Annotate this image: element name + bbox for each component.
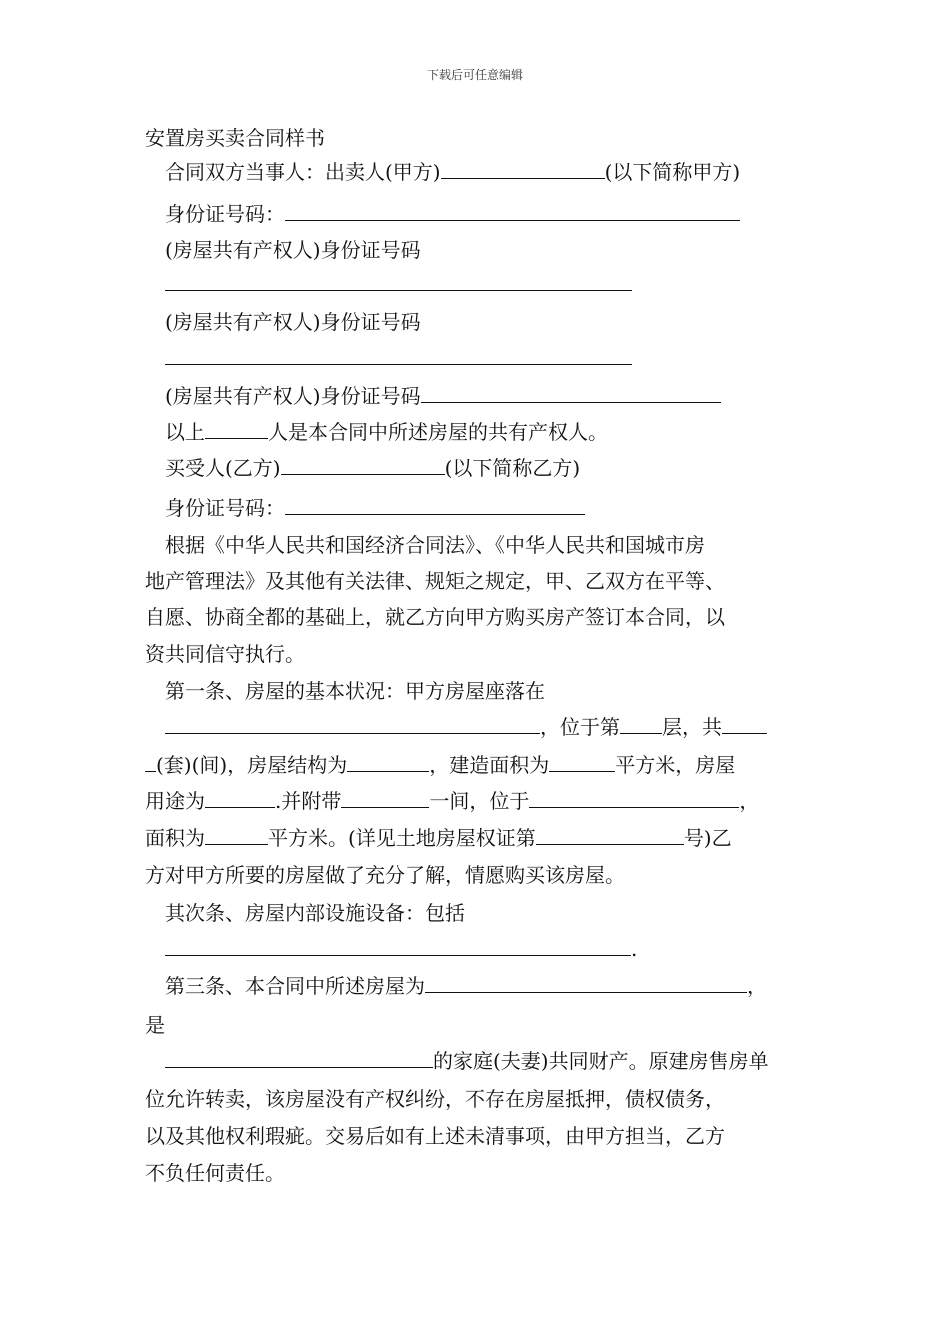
article2-heading: 其次条、房屋内部设施设备：包括 [165, 901, 465, 925]
preamble-line-4: 资共同信守执行。 [145, 642, 305, 666]
seller-abbrev: (以下简称甲方) [604, 160, 741, 184]
co-owner-count-blank[interactable] [205, 418, 268, 439]
certificate-number-blank[interactable] [536, 824, 684, 845]
seller-line [165, 158, 740, 186]
floor-blank[interactable] [620, 713, 662, 734]
co-owner-label-1: (房屋共有产权人)身份证号码 [165, 238, 421, 262]
co-owner-summary-text: 人是本合同中所述房屋的共有产权人。 [268, 420, 608, 444]
attached-area-blank[interactable] [205, 824, 268, 845]
buyer-id-blank[interactable] [285, 494, 585, 515]
buyer-line [165, 454, 580, 482]
family-owner-blank[interactable] [165, 1047, 433, 1068]
seller-id-blank[interactable] [285, 200, 740, 221]
article1-line-4: 用途为 .并附带 一间，位于 ， [145, 789, 760, 813]
buyer-id-label: 身份证号码： [165, 496, 285, 520]
usage-blank[interactable] [205, 787, 275, 808]
preamble-line-2: 地产管理法》及其他有关法律、规矩之规定，甲、乙双方在平等、 [145, 569, 725, 593]
co-owner-label-3: (房屋共有产权人)身份证号码 [165, 384, 421, 408]
article3-line-2: 是 [145, 1013, 165, 1037]
co-owner-id-blank-2[interactable] [165, 364, 632, 365]
property-owner-blank[interactable] [425, 972, 747, 993]
article3-heading-line: 第三条、本合同中所述房屋为 ， [165, 974, 767, 998]
seller-label: 合同双方当事人：出卖人(甲方) [165, 160, 441, 184]
buyer-id-line [165, 494, 585, 522]
article1-line-2: ，位于第 层，共 [165, 713, 767, 741]
article2-line-2: . [165, 935, 637, 963]
article1-line-5: 面积为 平方米。(详见土地房屋权证第 号)乙 [145, 826, 732, 850]
total-floors-blank-cont[interactable] [145, 751, 156, 772]
article3-line-3: 的家庭(夫妻)共同财产。原建房售房单 [165, 1047, 769, 1075]
co-owner-label-2: (房屋共有产权人)身份证号码 [165, 310, 421, 334]
article3-line-6: 不负任何责任。 [145, 1161, 285, 1185]
house-location-blank[interactable] [165, 713, 540, 734]
co-owner-id-blank-3[interactable] [421, 382, 721, 403]
attached-room-blank[interactable] [341, 787, 429, 808]
article3-line-5: 以及其他权利瑕疵。交易后如有上述未清事项，由甲方担当，乙方 [145, 1124, 725, 1148]
article3-line-4: 位允许转卖，该房屋没有产权纠纷，不存在房屋抵押，债权债务， [145, 1087, 725, 1111]
total-floors-blank[interactable] [722, 713, 767, 734]
article1-heading: 第一条、房屋的基本状况：甲方房屋座落在 [165, 679, 545, 703]
article1-line-3: (套)(间)，房屋结构为 ，建造面积为 平方米，房屋 [145, 751, 735, 779]
buyer-name-blank[interactable] [281, 454, 445, 475]
preamble-line-1: 根据《中华人民共和国经济合同法》、《中华人民共和国城市房 [165, 533, 705, 557]
preamble-line-3: 自愿、协商全都的基础上，就乙方向甲方购买房产签订本合同，以 [145, 605, 725, 629]
floor-area-blank[interactable] [549, 751, 615, 772]
co-owner-line-3 [165, 382, 721, 410]
attached-location-blank[interactable] [529, 787, 739, 808]
page-header: 下载后可任意编辑 [426, 68, 523, 82]
facilities-blank[interactable] [165, 935, 631, 956]
co-owner-summary-line [165, 418, 608, 446]
co-owner-id-blank-1[interactable] [165, 290, 632, 291]
co-owner-summary-prefix: 以上 [165, 420, 205, 444]
seller-id-label: 身份证号码： [165, 202, 285, 226]
seller-name-blank[interactable] [441, 158, 605, 179]
article1-line-6: 方对甲方所要的房屋做了充分了解，情愿购买该房屋。 [145, 863, 625, 887]
buyer-abbrev: (以下简称乙方) [444, 456, 581, 480]
buyer-label: 买受人(乙方) [165, 456, 281, 480]
structure-blank[interactable] [347, 751, 429, 772]
seller-id-line [165, 200, 740, 228]
document-title: 安置房买卖合同样书 [145, 126, 325, 150]
